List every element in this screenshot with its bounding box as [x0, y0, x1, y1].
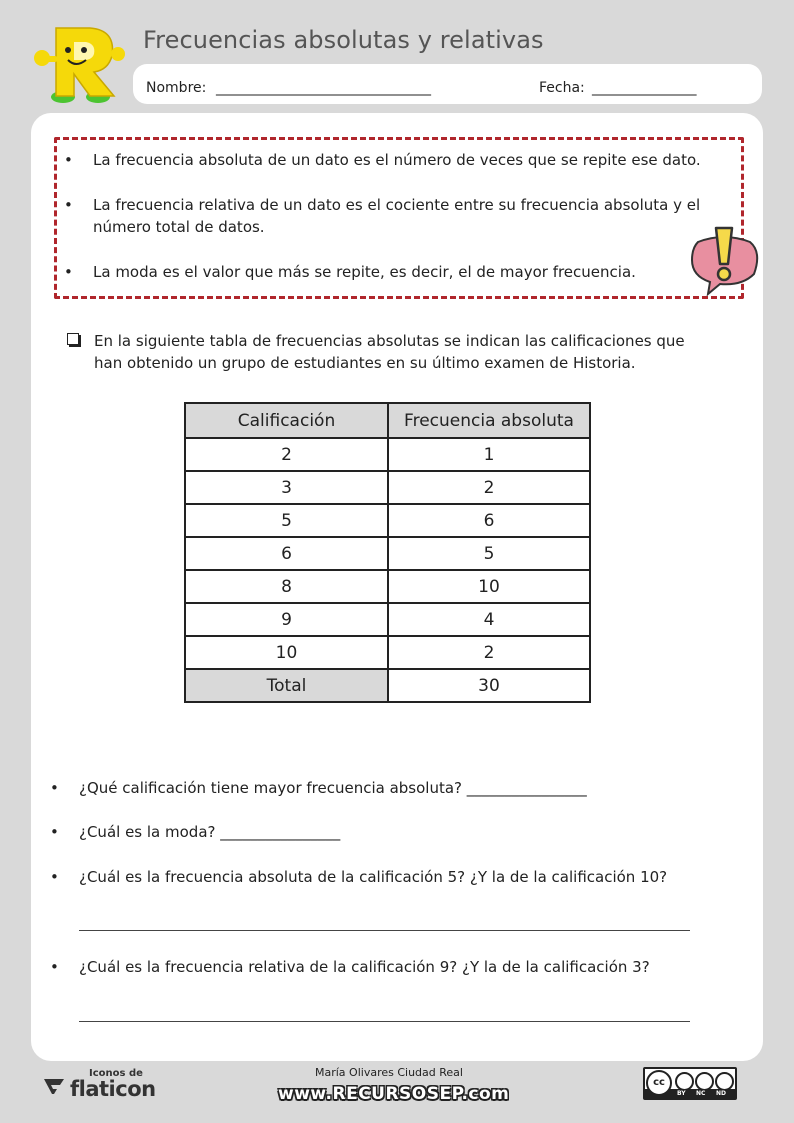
logo-r-mascot-icon [28, 20, 128, 108]
header-grade: Calificación [185, 403, 388, 438]
grade-cell: 3 [185, 471, 388, 504]
answer-line-3[interactable] [79, 930, 690, 931]
table-row [185, 537, 590, 570]
table-row [185, 504, 590, 537]
definition-relative: • La frecuencia relativa de un dato es el cociente entre su frecuencia absoluta y el número total de datos. [64, 196, 701, 236]
flaticon-wordmark: flaticon [70, 1077, 156, 1101]
site-url[interactable]: www.RECURSOSEP.com [278, 1084, 510, 1104]
name-label: Nombre: [146, 80, 207, 96]
table-row [185, 438, 590, 471]
exercise-intro: En la siguiente tabla de frecuencias absolutas se indican las calificaciones que han obtenido un grupo de estudiantes en su último examen de Historia. [94, 332, 685, 372]
frequency-cell: 4 [388, 603, 590, 636]
table-header-row [185, 403, 590, 438]
frequency-table [184, 402, 591, 703]
frequency-cell: 2 [388, 636, 590, 669]
total-label: Total [185, 669, 388, 702]
frequency-cell: 5 [388, 537, 590, 570]
grade-cell: 2 [185, 438, 388, 471]
header-abs-frequency: Frecuencia absoluta [388, 403, 590, 438]
frequency-cell: 10 [388, 570, 590, 603]
page-title: Frecuencias absolutas y relativas [143, 26, 544, 54]
alert-speech-bubble-icon [688, 224, 762, 296]
grade-cell: 9 [185, 603, 388, 636]
total-value: 30 [388, 669, 590, 702]
grade-cell: 8 [185, 570, 388, 603]
table-row [185, 471, 590, 504]
date-field[interactable]: ________________ [592, 80, 696, 96]
name-date-bar [133, 64, 762, 104]
grade-cell: 6 [185, 537, 388, 570]
grade-cell: 10 [185, 636, 388, 669]
frequency-cell: 2 [388, 471, 590, 504]
answer-line-4[interactable] [79, 1021, 690, 1022]
table-row [185, 636, 590, 669]
checkbox-icon [67, 333, 79, 345]
cc-license-icon: cc BY NC ND [643, 1067, 737, 1100]
table-total-row [185, 669, 590, 702]
grade-cell: 5 [185, 504, 388, 537]
date-label: Fecha: [539, 80, 585, 96]
author-credit: María Olivares Ciudad Real [315, 1066, 463, 1079]
table-row [185, 570, 590, 603]
frequency-cell: 1 [388, 438, 590, 471]
icons-credit-label: Iconos de [89, 1068, 143, 1079]
frequency-cell: 6 [388, 504, 590, 537]
table-row [185, 603, 590, 636]
flaticon-logo-icon [42, 1077, 66, 1099]
name-field[interactable]: _________________________________ [216, 80, 431, 96]
